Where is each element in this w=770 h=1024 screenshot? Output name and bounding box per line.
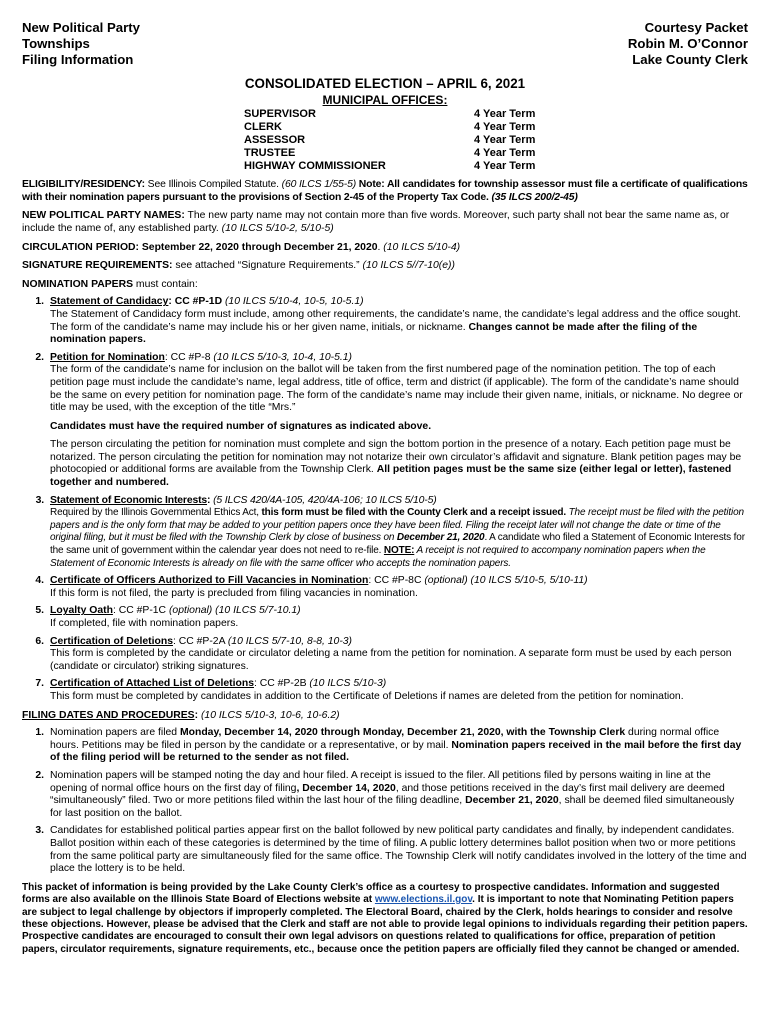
eligibility-cite: (60 ILCS 1/55-5) — [281, 179, 357, 191]
item-text: , and those petitions received in the day’s first mail delivery are deemed “simultaneously” filed. Two or more petitions filed within the last hour of the filing deadline, — [50, 782, 725, 807]
office-row — [244, 160, 544, 173]
filing-heading: FILING DATES AND PROCEDURES — [22, 709, 195, 721]
item-cite: (10 ILCS 5/7-10, 8-8, 10-3) — [227, 635, 353, 647]
item-body — [50, 770, 748, 820]
list-item — [22, 678, 748, 703]
party-names-paragraph — [22, 210, 748, 235]
item-heading: Certificate of Officers Authorized to Fill Vacancies in Nomination — [50, 575, 369, 587]
item-text: during normal office hours. Petitions may be filed in person by the candidate or a representative, or by mail. — [50, 727, 720, 751]
signatures-required-note: Candidates must have the required number of signatures as indicated above. — [50, 420, 432, 432]
item-text-wrap — [50, 507, 745, 568]
item-text: Nomination papers are filed — [50, 727, 180, 739]
item-cite: (optional) (10 ILCS 5/7-10.1) — [168, 605, 301, 617]
section-subtitle: MUNICIPAL OFFICES: — [322, 92, 448, 107]
item-bold-text: Monday, December 14, 2020 through Monday, December 21, 2020, with the Township Clerk — [179, 727, 626, 739]
item-code: : CC #P-8 — [164, 351, 214, 363]
header-right — [628, 20, 748, 68]
office-row — [244, 121, 544, 134]
office-term: 4 Year Term — [474, 121, 536, 134]
circulation-cite: (10 ILCS 5/10-4) — [383, 241, 461, 253]
item-italic-text: The receipt must be filed with the petition papers and is the only form that may be added to your petition papers once they have been filed. Filing the receipt later will not change the date or time of the original filing, but it must be filed with the Township Clerk by close of business on — [50, 507, 744, 544]
offices-table — [244, 108, 544, 173]
office-name: CLERK — [244, 121, 282, 134]
item-cite: (optional) (10 ILCS 5/10-5, 5/10-11) — [424, 575, 588, 587]
filing-item — [22, 727, 748, 765]
item-heading: Statement of Economic Interests — [50, 494, 208, 506]
circulation-label: CIRCULATION PERIOD: September 22, 2020 through December 21, 2020 — [22, 241, 378, 253]
item-code: : — [207, 494, 214, 506]
header-right-line: Courtesy Packet — [644, 20, 748, 35]
item-number: 2. — [35, 769, 44, 781]
elections-website-link[interactable]: www.elections.il.gov — [374, 894, 473, 906]
office-term: 4 Year Term — [474, 147, 536, 160]
item-code: : CC #P-1C — [112, 605, 169, 617]
item-heading: Petition for Nomination — [50, 351, 165, 363]
item-cite: (10 ILCS 5/10-4, 10-5, 10-5.1) — [224, 296, 364, 308]
item-heading: Statement of Candidacy — [50, 296, 169, 308]
item-body — [50, 495, 748, 571]
office-name: ASSESSOR — [244, 134, 306, 147]
signature-label: SIGNATURE REQUIREMENTS: — [22, 260, 173, 272]
item-number: 1. — [35, 296, 44, 308]
item-number: 7. — [35, 678, 44, 690]
list-item — [22, 636, 748, 674]
nomination-paragraph — [22, 279, 748, 292]
item-text: Required by the Illinois Governmental Ethics Act, — [50, 507, 262, 519]
item-text: The form of the candidate’s name for inclusion on the ballot will be taken from the first numbered page of the nomination petition. The top of each petition page must include the candidate’s name, legal address, title of office, term and district (if applicable). The form of the candidate’s name should be the same on every petition for nomination page. The form of the candidate’s name may include their given name, initials, or nickname. No degree or title may be used, with the exception of the title “Mrs.” — [50, 364, 743, 414]
office-term: 4 Year Term — [474, 108, 536, 121]
item-note-label: NOTE: — [383, 545, 415, 557]
item-bold-text: this form must be filed with the County Clerk and a receipt issued. — [261, 507, 566, 519]
item-text: Nomination papers will be stamped noting the day and hour filed. A receipt is issued to the filer. All petitions filed by persons waiting in line at the opening of normal office hours on the first day of filing — [50, 769, 711, 794]
footer-text: This packet of information is being provided by the Lake County Clerk’s office as a courtesy to prospective candidates. Information and suggested forms are also available on the Illinois State Board of Elections website at — [22, 881, 720, 906]
item-italic-text: A receipt is not required to accompany nomination papers when the Statement of Economic Interests is already on file with the same officer who accepts the nomination papers. — [50, 545, 706, 569]
office-name: SUPERVISOR — [244, 108, 316, 121]
footer-text: . It is important to note that Nominating Petition papers are subject to legal challenge by objectors if improperly completed. The Electoral Board, chaired by the Clerk, holds hearings to consider and resolve these objections. However, please be advised that the Clerk and staff are not able to provide legal opinions to individuals regarding their petition papers. Prospective candidates are encouraged to consult their own legal advisors on questions related to qualifications for office, preparation of petition papers, circulator requirements, signature requirements, etc., because once the petition papers are officially filed they cannot be changed or amended. — [22, 894, 748, 955]
item-number: 1. — [35, 727, 44, 739]
item-body — [50, 636, 748, 674]
item-cite: (5 ILCS 420/4A-105, 420/4A-106; 10 ILCS 5/10-5) — [213, 494, 437, 506]
party-names-cite: (10 ILCS 5/10-2, 5/10-5) — [221, 222, 334, 234]
item-bold-text: Nomination papers received in the mail before the first day of the filing period will be returned to the sender as not filed. — [50, 739, 742, 764]
eligibility-text: See Illinois Compiled Statute. — [144, 179, 282, 191]
item-number: 3. — [35, 825, 44, 837]
item-subparagraph — [50, 439, 748, 489]
office-name: HIGHWAY COMMISSIONER — [244, 160, 386, 173]
footer-disclaimer — [22, 882, 748, 956]
item-subparagraph — [50, 421, 748, 434]
signature-paragraph — [22, 260, 748, 273]
office-name: TRUSTEE — [244, 147, 296, 160]
item-code: : CC #P-1D — [168, 296, 225, 308]
header-right-line: Robin M. O’Connor — [627, 36, 748, 51]
circulator-text: The person circulating the petition for nomination must complete and sign the bottom portion in the presence of a notary. Each petition page must be notarized. The person circulating the petition for nomination may not notarize their own circulator’s affidavit and signature. Blank petition pages may be photocopied or additional forms are available from the Township Clerk. — [50, 439, 742, 476]
party-names-text: The new party name may not contain more than five words. Moreover, such party shall not bear the same name as, or include the name of, any established party. — [22, 210, 730, 234]
item-text: If this form is not filed, the party is precluded from filing vacancies in nomination. — [50, 587, 418, 599]
office-row — [244, 147, 544, 160]
filing-colon: : — [194, 709, 201, 721]
nomination-text: must contain: — [133, 278, 198, 290]
item-body — [50, 296, 748, 346]
item-cite: (10 ILCS 5/10-3, 10-4, 10-5.1) — [213, 351, 353, 363]
item-bold-text: December 21, 2020 — [465, 795, 559, 807]
item-code: : CC #P-2A — [172, 635, 228, 647]
list-item — [22, 495, 748, 571]
item-bold-italic-date: December 21, 2020 — [396, 532, 485, 544]
header-right-line: Lake County Clerk — [632, 52, 748, 67]
item-number: 2. — [35, 351, 44, 363]
party-names-label: NEW POLITICAL PARTY NAMES: — [22, 210, 185, 222]
item-body — [50, 825, 748, 875]
document-header — [22, 20, 748, 68]
item-text: This form is completed by the candidate or circulator deleting a name from the petition for nomination. A separate form must be used by each person (candidate or circulator) striking signatures. — [50, 648, 732, 672]
office-term: 4 Year Term — [474, 160, 536, 173]
signature-text: see attached “Signature Requirements.” — [172, 260, 363, 272]
header-left — [22, 20, 140, 68]
document-title: CONSOLIDATED ELECTION – APRIL 6, 2021 — [244, 76, 526, 91]
filing-item — [22, 825, 748, 875]
nomination-label: NOMINATION PAPERS — [22, 278, 134, 290]
item-cite: (10 ILCS 5/10-3) — [309, 678, 387, 690]
petition-size-note: All petition pages must be the same size (either legal or letter), fastened together and numbered. — [50, 464, 732, 489]
header-left-line: Townships — [22, 36, 90, 51]
office-row — [244, 108, 544, 121]
list-item — [22, 352, 748, 415]
item-text: This form must be completed by candidates in addition to the Certificate of Deletions if names are deleted from the petition for nomination. — [50, 690, 684, 702]
list-item — [22, 296, 748, 346]
item-body — [50, 605, 748, 630]
item-bold-text: Changes cannot be made after the filing of the nomination papers. — [50, 321, 698, 346]
item-body — [50, 352, 748, 415]
eligibility-note: Note: All candidates for township assessor must file a certificate of qualifications with their nomination papers pursuant to the provisions of Section 2-45 of the Property Tax Code. — [22, 179, 748, 203]
item-number: 3. — [35, 494, 44, 506]
circulation-text: . — [377, 241, 384, 253]
header-left-line: Filing Information — [22, 52, 134, 67]
item-body — [50, 678, 748, 703]
office-row — [244, 134, 544, 147]
item-text: Candidates for established political parties appear first on the ballot followed by new political party candidates and finally, by independent candidates. Ballot position within each of these categories is determined by the time of filing. A public lottery determines ballot position when two or more petitions from the same political party are simultaneously filed for the same office. The Township Clerk will notify candidates involved in the lottery of the time and place the lottery is to be held. — [50, 825, 747, 875]
filing-heading-paragraph — [22, 710, 748, 723]
item-code: : CC #P-2B — [253, 678, 310, 690]
item-body — [50, 727, 748, 765]
item-heading: Loyalty Oath — [50, 605, 113, 617]
item-number: 6. — [35, 635, 44, 647]
item-heading: Certification of Deletions — [50, 635, 173, 647]
list-item — [22, 575, 748, 600]
item-text: , shall be deemed filed simultaneously for last position on the ballot. — [50, 795, 735, 819]
item-body — [50, 575, 748, 600]
filing-item — [22, 770, 748, 820]
item-text: . A candidate who filed a Statement of Economic Interests for the same unit of government within the calendar year does not need to re-file. — [50, 532, 745, 557]
signature-cite: (10 ILCS 5//7-10(e)) — [362, 260, 455, 272]
header-left-line: New Political Party — [22, 20, 140, 35]
office-term: 4 Year Term — [474, 134, 536, 147]
item-bold-text: , December 14, 2020 — [296, 782, 396, 794]
item-heading: Certification of Attached List of Deletions — [50, 678, 254, 690]
list-item — [22, 605, 748, 630]
item-number: 4. — [35, 575, 44, 587]
eligibility-note-cite: (35 ILCS 200/2-45) — [491, 191, 578, 203]
item-code: : CC #P-8C — [368, 575, 425, 587]
item-number: 5. — [35, 605, 44, 617]
item-text: If completed, file with nomination papers. — [50, 618, 239, 629]
circulation-paragraph — [22, 242, 748, 255]
item-text: The Statement of Candidacy form must include, among other requirements, the candidate’s name, the candidate’s legal address and the office sought. The form of the candidate’s name may include his or her given name, initials, or nickname. — [50, 308, 741, 333]
eligibility-paragraph — [22, 179, 748, 204]
eligibility-label: ELIGIBILITY/RESIDENCY: — [22, 179, 145, 191]
filing-cite: (10 ILCS 5/10-3, 10-6, 10-6.2) — [200, 709, 340, 721]
